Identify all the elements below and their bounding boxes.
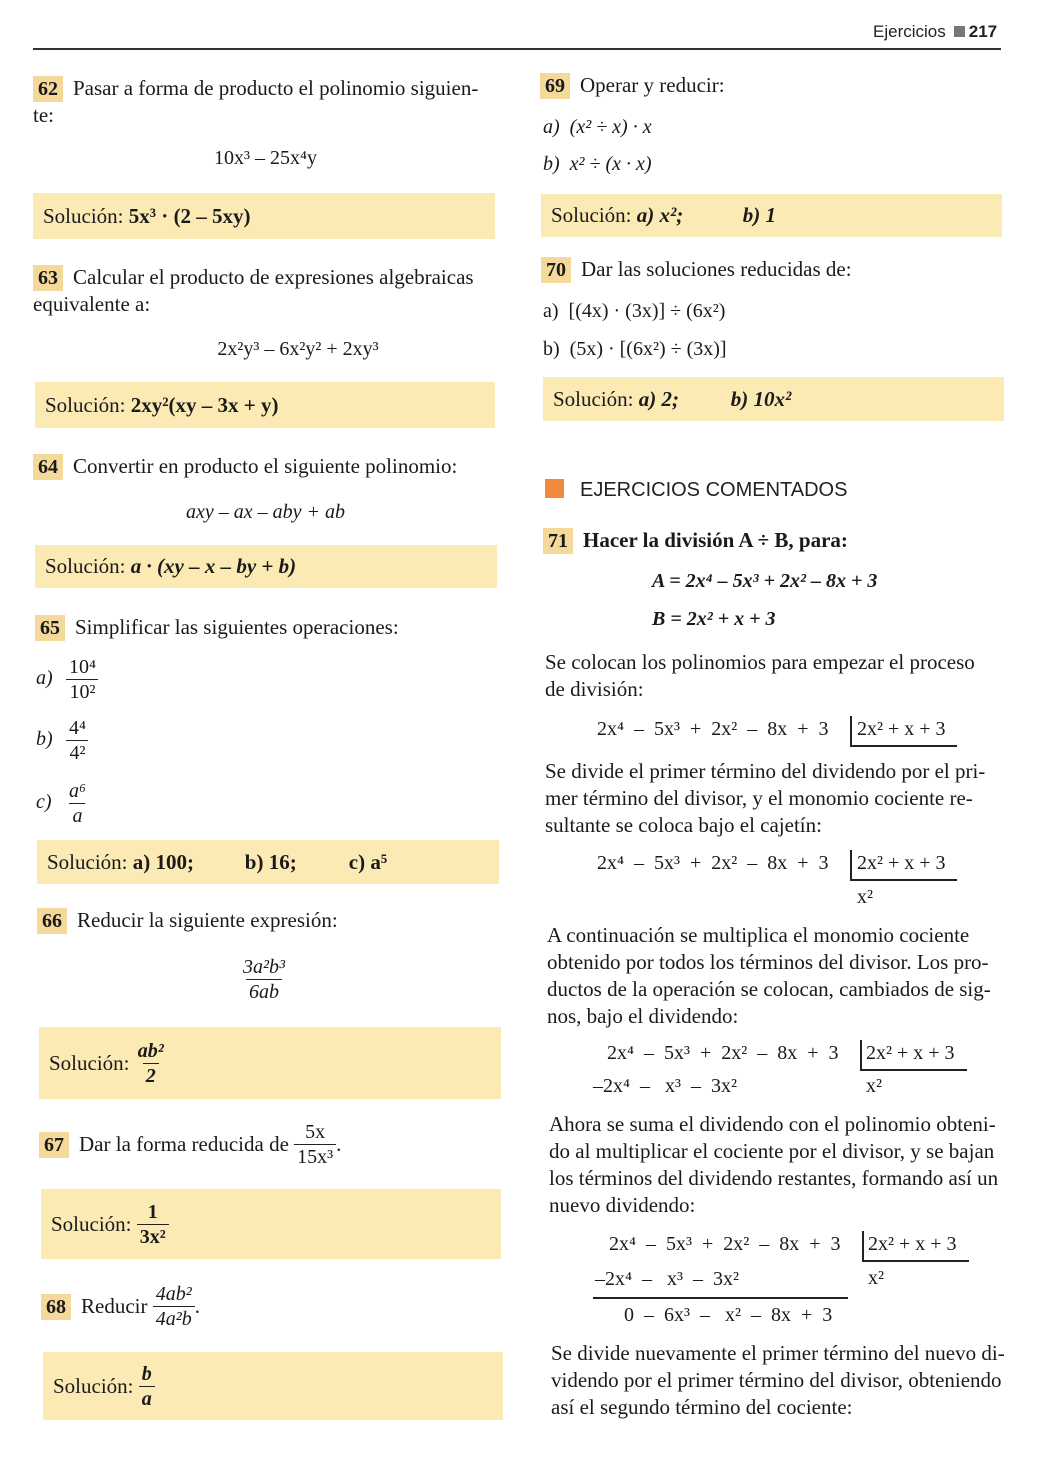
solution-fraction bbox=[135, 1039, 167, 1088]
page-number: 217 bbox=[968, 22, 998, 41]
denominator: 3x² bbox=[137, 1224, 169, 1249]
denominator: a bbox=[69, 803, 85, 828]
solution-label: Solución: bbox=[53, 1373, 134, 1398]
paragraph-line: los términos del dividendo restantes, formando así un bbox=[549, 1166, 999, 1190]
paragraph-line: obtenido por todos los términos del divisor. Los pro- bbox=[547, 950, 989, 974]
exercise-65 bbox=[35, 614, 505, 641]
solution-value: 5x³ · (2 – 5xy) bbox=[128, 203, 251, 228]
fraction bbox=[66, 655, 99, 704]
solution-b: b) 1 bbox=[742, 203, 777, 227]
denominator: 4a²b bbox=[153, 1306, 195, 1331]
section-square-icon bbox=[545, 479, 564, 498]
solution-fraction bbox=[139, 1362, 155, 1411]
exercise-65-item-a bbox=[36, 655, 99, 704]
paragraph-line: do al multiplicar el cociente por el divisor, y se bajan bbox=[549, 1139, 995, 1163]
numerator: 10⁴ bbox=[69, 656, 96, 678]
exercise-62-expression: 10x³ – 25x⁴y bbox=[214, 147, 317, 169]
division-2-bracket-v bbox=[850, 850, 852, 880]
denominator: 10² bbox=[66, 679, 98, 704]
denominator: 6ab bbox=[246, 979, 282, 1004]
solution-c: c) a⁵ bbox=[348, 849, 388, 874]
exercise-statement: Reducir la siguiente expresión: bbox=[77, 908, 338, 932]
header-section: Ejercicios bbox=[873, 22, 946, 41]
exercise-number: 67 bbox=[39, 1132, 69, 1158]
denominator: 4² bbox=[66, 740, 88, 765]
division-3-quotient: x² bbox=[866, 1075, 882, 1097]
paragraph-line: mer término del divisor, y el monomio cociente re- bbox=[545, 786, 973, 810]
division-4-bracket-h bbox=[862, 1260, 969, 1262]
numerator: a⁶ bbox=[69, 780, 86, 802]
numerator: 4⁴ bbox=[69, 717, 86, 739]
solution-70 bbox=[543, 377, 1004, 421]
paragraph-line: así el segundo término del cociente: bbox=[551, 1395, 853, 1419]
division-1-bracket-h bbox=[850, 745, 957, 747]
solution-a: a) 2; bbox=[638, 386, 680, 411]
exercise-number: 64 bbox=[33, 454, 63, 480]
division-4-remainder: 0 – 6x³ – x² – 8x + 3 bbox=[624, 1304, 833, 1326]
paragraph-line: Ahora se suma el dividendo con el polinomio obteni- bbox=[549, 1112, 996, 1136]
solution-label: Solución: bbox=[43, 203, 124, 228]
exercise-number: 66 bbox=[37, 908, 67, 934]
exercise-number: 68 bbox=[41, 1294, 71, 1320]
division-3-dividend: 2x⁴ – 5x³ + 2x² – 8x + 3 bbox=[607, 1042, 839, 1064]
exercise-statement: Reducir bbox=[81, 1294, 148, 1318]
fraction bbox=[240, 955, 288, 1004]
solution-fraction bbox=[137, 1200, 169, 1249]
solution-label: Solución: bbox=[551, 203, 632, 227]
division-4-dividend: 2x⁴ – 5x³ + 2x² – 8x + 3 bbox=[609, 1233, 841, 1255]
division-4-divisor: 2x² + x + 3 bbox=[868, 1233, 957, 1255]
solution-64 bbox=[35, 545, 497, 588]
header-square-icon bbox=[954, 26, 965, 37]
exercise-69 bbox=[540, 72, 1010, 99]
numerator: ab² bbox=[137, 1039, 164, 1062]
paragraph-line: ductos de la operación se colocan, cambiados de sig- bbox=[547, 977, 991, 1001]
solution-label: Solución: bbox=[553, 386, 634, 411]
solution-62 bbox=[33, 193, 495, 239]
item-label: c) bbox=[36, 791, 52, 814]
paragraph-line: Se colocan los polinomios para empezar el proceso bbox=[545, 650, 975, 674]
paragraph-1 bbox=[545, 649, 1010, 703]
solution-65 bbox=[37, 840, 499, 884]
paragraph-line: videndo por el primer término del divisor, obteniendo bbox=[551, 1368, 1002, 1392]
exercise-64-expression: axy – ax – aby + ab bbox=[185, 501, 345, 523]
exercise-statement: Simplificar las siguientes operaciones: bbox=[75, 615, 399, 639]
solution-label: Solución: bbox=[45, 392, 126, 417]
numerator: 1 bbox=[147, 1200, 158, 1223]
exercise-71 bbox=[543, 527, 1013, 554]
division-3-divisor: 2x² + x + 3 bbox=[866, 1042, 955, 1064]
division-3-product: –2x⁴ – x³ – 3x² bbox=[593, 1075, 737, 1097]
exercise-67: 67 Dar la forma reducida de $\frac{5x}{\text{15x³}}$ . bbox=[39, 1120, 509, 1169]
division-3-bracket-h bbox=[860, 1069, 967, 1071]
paragraph-5 bbox=[551, 1340, 1016, 1421]
exercise-statement-cont: equivalente a: bbox=[33, 292, 151, 316]
denominator: 15x³ bbox=[294, 1144, 336, 1169]
division-2-quotient: x² bbox=[857, 886, 873, 908]
solution-b: b) 16; bbox=[244, 849, 297, 874]
division-2-bracket-h bbox=[850, 879, 957, 881]
exercise-number: 62 bbox=[33, 76, 63, 102]
exercise-number: 63 bbox=[33, 265, 63, 291]
exercise-statement: Hacer la división A ÷ B, para: bbox=[583, 528, 848, 552]
exercise-63-expression: 2x²y³ – 6x²y² + 2xy³ bbox=[217, 338, 379, 360]
exercise-69-item-a: a) (x² ÷ x) · x bbox=[543, 116, 652, 138]
item-label: a) bbox=[36, 667, 53, 690]
paragraph-line: Se divide nuevamente el primer término del nuevo di- bbox=[551, 1341, 1005, 1365]
solution-b: b) 10x² bbox=[730, 386, 792, 411]
division-4-bracket-v bbox=[862, 1231, 864, 1261]
fraction bbox=[66, 716, 89, 765]
solution-label: Solución: bbox=[47, 849, 128, 874]
fraction bbox=[153, 1282, 195, 1331]
division-2-dividend: 2x⁴ – 5x³ + 2x² – 8x + 3 bbox=[597, 852, 829, 874]
section-title: EJERCICIOS COMENTADOS bbox=[580, 479, 848, 501]
exercise-number: 69 bbox=[540, 73, 570, 99]
paragraph-2 bbox=[545, 758, 1010, 839]
exercise-63 bbox=[33, 264, 503, 318]
solution-label: Solución: bbox=[45, 554, 126, 578]
paragraph-line: A continuación se multiplica el monomio cociente bbox=[547, 923, 970, 947]
exercise-statement: Dar la forma reducida de bbox=[79, 1132, 289, 1156]
paragraph-3 bbox=[547, 922, 1012, 1030]
exercise-70-item-a: a) [(4x) · (3x)] ÷ (6x²) bbox=[543, 300, 726, 322]
fraction bbox=[66, 779, 89, 828]
solution-value: a · (xy – x – by + b) bbox=[130, 554, 297, 578]
section-heading bbox=[545, 479, 847, 502]
fraction bbox=[294, 1120, 336, 1169]
exercise-65-item-b bbox=[36, 716, 89, 765]
exercise-65-item-c bbox=[36, 779, 89, 828]
exercise-70-item-b: b) (5x) · [(6x²) ÷ (3x)] bbox=[543, 338, 727, 360]
exercise-statement: Calcular el producto de expresiones algebraicas bbox=[73, 265, 474, 289]
paragraph-4 bbox=[549, 1111, 1014, 1219]
header-rule bbox=[33, 48, 1001, 50]
division-4-quotient: x² bbox=[868, 1267, 884, 1289]
polynomial-B: B = 2x² + x + 3 bbox=[652, 608, 776, 630]
exercise-statement: Dar las soluciones reducidas de: bbox=[581, 257, 852, 281]
paragraph-line: de división: bbox=[545, 677, 644, 701]
solution-67 bbox=[41, 1189, 501, 1259]
exercise-number: 65 bbox=[35, 615, 65, 641]
exercise-statement: Operar y reducir: bbox=[580, 73, 725, 97]
exercise-statement-cont: te: bbox=[33, 103, 54, 127]
division-4-product: –2x⁴ – x³ – 3x² bbox=[595, 1268, 739, 1290]
numerator: b bbox=[141, 1362, 152, 1385]
exercise-68: 68 Reducir $\frac{\text{4ab²}}{\text{4a²b}}$ . bbox=[41, 1282, 511, 1331]
item-label: b) bbox=[36, 728, 53, 751]
exercise-64 bbox=[33, 453, 503, 480]
division-1-bracket-v bbox=[850, 716, 852, 746]
numerator: 5x bbox=[305, 1121, 326, 1143]
paragraph-line: nuevo dividendo: bbox=[549, 1193, 696, 1217]
numerator: 3a²b³ bbox=[243, 956, 285, 978]
division-1-dividend: 2x⁴ – 5x³ + 2x² – 8x + 3 bbox=[597, 718, 829, 740]
solution-a: a) x²; bbox=[636, 203, 684, 227]
numerator: 4ab² bbox=[155, 1283, 192, 1305]
exercise-66-fraction bbox=[240, 955, 288, 1004]
exercise-70 bbox=[541, 256, 1011, 283]
paragraph-line: nos, bajo el dividendo: bbox=[547, 1004, 739, 1028]
denominator: 2 bbox=[143, 1063, 159, 1088]
solution-label: Solución: bbox=[49, 1050, 130, 1075]
division-4-sum-rule bbox=[593, 1297, 848, 1299]
exercise-number: 71 bbox=[543, 528, 573, 554]
solution-a: a) 100; bbox=[132, 849, 195, 874]
paragraph-line: Se divide el primer término del dividendo por el pri- bbox=[545, 759, 986, 783]
paragraph-line: sultante se coloca bajo el cajetín: bbox=[545, 813, 822, 837]
division-1-divisor: 2x² + x + 3 bbox=[857, 718, 946, 740]
exercise-66 bbox=[37, 907, 507, 934]
division-2-divisor: 2x² + x + 3 bbox=[857, 852, 946, 874]
polynomial-A: A = 2x⁴ – 5x³ + 2x² – 8x + 3 bbox=[652, 570, 878, 592]
solution-label: Solución: bbox=[51, 1211, 132, 1236]
running-header bbox=[873, 22, 997, 42]
solution-value: 2xy²(xy – 3x + y) bbox=[130, 392, 279, 417]
division-3-bracket-v bbox=[860, 1040, 862, 1070]
solution-66 bbox=[39, 1027, 501, 1099]
solution-68 bbox=[43, 1352, 503, 1420]
exercise-statement: Pasar a forma de producto el polinomio siguien- bbox=[73, 76, 479, 100]
exercise-statement: Convertir en producto el siguiente polinomio: bbox=[73, 454, 458, 478]
exercise-62 bbox=[33, 75, 498, 129]
denominator: a bbox=[139, 1386, 155, 1411]
solution-63 bbox=[35, 382, 495, 428]
exercise-69-item-b: b) x² ÷ (x · x) bbox=[543, 153, 652, 175]
solution-69 bbox=[541, 194, 1002, 237]
exercise-number: 70 bbox=[541, 257, 571, 283]
